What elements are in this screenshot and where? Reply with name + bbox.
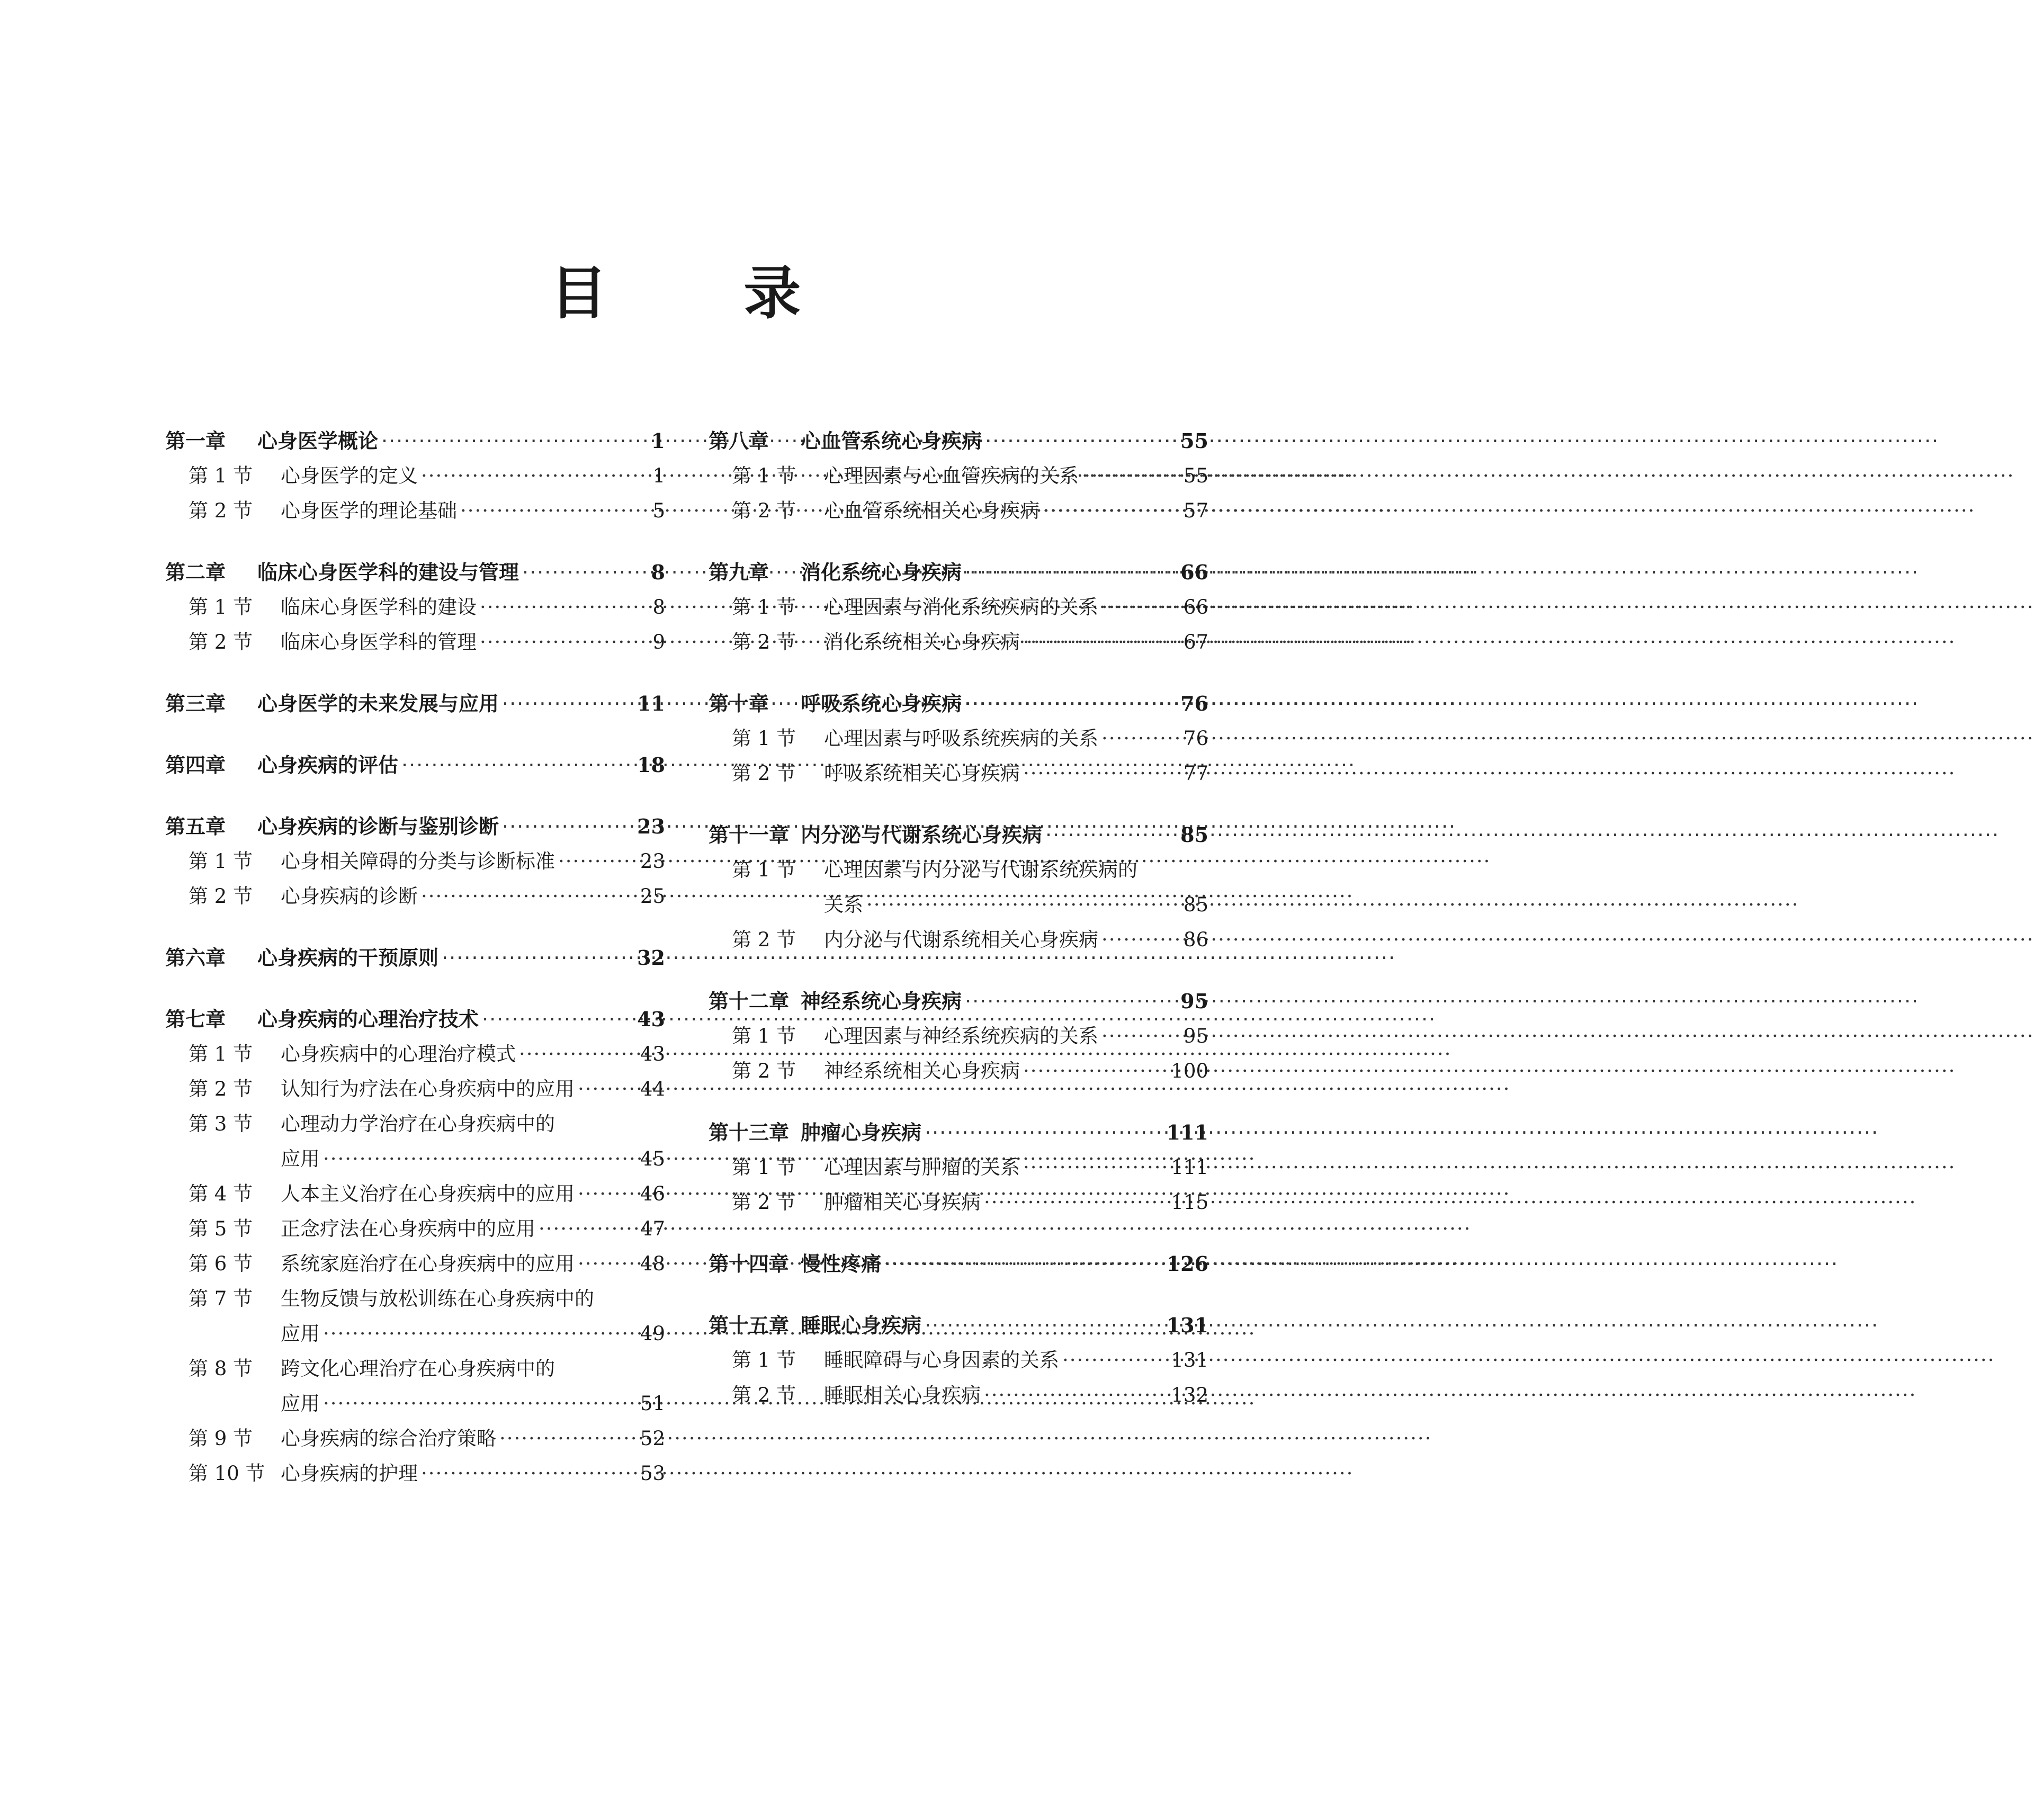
chapter-title: 心身疾病的心理治疗技术 xyxy=(257,1008,479,1031)
section-number: 第 1 节 xyxy=(732,1025,796,1047)
section-page-number: 52 xyxy=(640,1427,665,1450)
section-title: 肿瘤相关心身疾病 xyxy=(824,1191,981,1214)
section-title-continuation: 应用 xyxy=(281,1392,320,1415)
section-number: 第 3 节 xyxy=(189,1113,253,1135)
chapter-title: 心身疾病的评估 xyxy=(257,754,399,777)
section-title: 生物反馈与放松训练在心身疾病中的 xyxy=(281,1287,594,1310)
dot-leader xyxy=(1082,459,1180,494)
toc-section-entry[interactable] xyxy=(165,1421,665,1456)
toc-section-entry[interactable] xyxy=(165,844,665,879)
section-page-number: 5 xyxy=(652,499,665,522)
toc-section-entry[interactable] xyxy=(709,1054,1208,1089)
toc-section-continuation[interactable] xyxy=(165,1142,665,1177)
section-page-number: 23 xyxy=(640,850,665,873)
toc-chapter-block xyxy=(709,424,1208,528)
dot-leader xyxy=(499,1421,637,1456)
toc-section-entry[interactable] xyxy=(709,853,1208,887)
toc-section-entry[interactable] xyxy=(709,1019,1208,1054)
chapter-number: 第三章 xyxy=(165,692,226,715)
section-number: 第 1 节 xyxy=(732,596,796,618)
section-title-continuation: 应用 xyxy=(281,1147,320,1170)
dot-leader xyxy=(421,459,649,494)
toc-section-entry[interactable] xyxy=(709,625,1208,660)
section-number: 第 1 节 xyxy=(189,596,253,618)
section-page-number: 45 xyxy=(640,1147,665,1170)
section-number: 第 2 节 xyxy=(732,631,796,653)
chapter-number: 第五章 xyxy=(165,815,226,838)
section-title: 内分泌与代谢系统相关心身疾病 xyxy=(824,928,1098,951)
section-page-number: 131 xyxy=(1171,1349,1208,1371)
dot-leader xyxy=(965,555,1177,590)
toc-section-entry[interactable] xyxy=(165,459,665,494)
section-title: 系统家庭治疗在心身疾病中的应用 xyxy=(281,1252,575,1275)
section-number: 第 1 节 xyxy=(732,1156,796,1179)
toc-chapter-block xyxy=(165,686,665,721)
toc-chapter-entry[interactable] xyxy=(709,555,1208,590)
dot-leader xyxy=(539,1212,637,1247)
toc-section-continuation[interactable] xyxy=(709,887,1208,922)
section-number: 第 2 节 xyxy=(732,1191,796,1214)
chapter-page-number: 43 xyxy=(637,1007,665,1031)
toc-chapter-block xyxy=(709,1115,1208,1220)
chapter-title: 心身疾病的诊断与鉴别诊断 xyxy=(257,815,499,838)
section-number: 第 9 节 xyxy=(189,1427,253,1450)
section-page-number: 47 xyxy=(640,1217,665,1240)
section-page-number: 25 xyxy=(640,885,665,908)
section-page-number: 46 xyxy=(640,1182,665,1205)
toc-section-entry[interactable] xyxy=(709,1150,1208,1185)
toc-section-entry[interactable] xyxy=(165,1037,665,1072)
section-number: 第 1 节 xyxy=(732,858,796,881)
section-title: 心身疾病的综合治疗策略 xyxy=(281,1427,496,1450)
section-title: 神经系统相关心身疾病 xyxy=(824,1060,1020,1082)
section-title: 心身医学的定义 xyxy=(281,464,418,487)
chapter-number: 第十一章 xyxy=(709,823,790,847)
chapter-title: 呼吸系统心身疾病 xyxy=(801,692,962,715)
toc-section-entry[interactable] xyxy=(165,1247,665,1281)
section-title: 呼吸系统相关心身疾病 xyxy=(824,762,1020,785)
dot-leader xyxy=(925,1308,1163,1343)
chapter-page-number: 8 xyxy=(651,560,665,584)
section-page-number: 76 xyxy=(1183,727,1208,750)
chapter-page-number: 11 xyxy=(637,692,665,715)
dot-leader xyxy=(578,1177,637,1212)
dot-leader xyxy=(482,1002,634,1037)
toc-section-entry[interactable] xyxy=(165,879,665,914)
page-title: 目 录 xyxy=(550,261,859,327)
toc-section-entry[interactable] xyxy=(709,590,1208,625)
section-number: 第 2 节 xyxy=(732,499,796,522)
chapter-page-number: 18 xyxy=(637,753,665,777)
section-page-number: 8 xyxy=(652,596,665,618)
section-page-number: 111 xyxy=(1171,1156,1208,1179)
section-page-number: 53 xyxy=(640,1462,665,1485)
toc-section-entry[interactable] xyxy=(709,494,1208,528)
dot-leader xyxy=(381,424,648,459)
toc-section-entry[interactable] xyxy=(165,1456,665,1491)
toc-chapter-block xyxy=(165,555,665,660)
toc-chapter-entry[interactable] xyxy=(165,940,665,975)
chapter-title: 肿瘤心身疾病 xyxy=(801,1121,922,1144)
toc-chapter-block xyxy=(165,424,665,528)
section-number: 第 2 节 xyxy=(732,762,796,785)
dot-leader xyxy=(421,1456,637,1491)
dot-leader xyxy=(965,984,1177,1019)
section-page-number: 67 xyxy=(1183,631,1208,653)
toc-chapter-entry[interactable] xyxy=(165,686,665,721)
section-number: 第 2 节 xyxy=(189,885,253,908)
dot-leader xyxy=(884,1247,1163,1281)
toc-section-entry[interactable] xyxy=(709,721,1208,756)
dot-leader xyxy=(323,1386,637,1421)
section-page-number: 48 xyxy=(640,1252,665,1275)
toc-chapter-block xyxy=(165,809,665,914)
dot-leader xyxy=(1045,818,1177,853)
toc-left-column xyxy=(165,424,665,1518)
toc-chapter-entry[interactable] xyxy=(165,424,665,459)
chapter-number: 第十五章 xyxy=(709,1314,790,1337)
section-title: 心理因素与内分泌与代谢系统疾病的 xyxy=(824,858,1137,881)
section-title: 心血管系统相关心身疾病 xyxy=(824,499,1040,522)
chapter-title: 心血管系统心身疾病 xyxy=(801,429,982,453)
section-number: 第 2 节 xyxy=(189,1078,253,1100)
section-number: 第 6 节 xyxy=(189,1252,253,1275)
dot-leader xyxy=(1101,721,1180,756)
dot-leader xyxy=(1023,625,1180,660)
section-title: 心理因素与肿瘤的关系 xyxy=(824,1156,1020,1179)
section-title: 心身疾病中的心理治疗模式 xyxy=(281,1043,516,1065)
toc-chapter-entry[interactable] xyxy=(709,686,1208,721)
section-number: 第 1 节 xyxy=(732,1349,796,1371)
section-number: 第 2 节 xyxy=(732,1384,796,1406)
section-title: 心理因素与消化系统疾病的关系 xyxy=(824,596,1098,618)
toc-section-entry[interactable] xyxy=(165,590,665,625)
toc-chapter-block xyxy=(709,984,1208,1089)
chapter-title: 神经系统心身疾病 xyxy=(801,990,962,1013)
section-page-number: 86 xyxy=(1183,928,1208,951)
dot-leader xyxy=(925,1115,1163,1150)
toc-section-continuation[interactable] xyxy=(165,1316,665,1351)
toc-chapter-entry[interactable] xyxy=(165,748,665,783)
dot-leader xyxy=(480,590,649,625)
section-number: 第 2 节 xyxy=(732,928,796,951)
dot-leader xyxy=(460,494,649,528)
dot-leader xyxy=(1101,1019,1180,1054)
section-page-number: 132 xyxy=(1171,1384,1208,1406)
dot-leader xyxy=(1023,1150,1168,1185)
section-number: 第 1 节 xyxy=(189,464,253,487)
toc-chapter-entry[interactable] xyxy=(709,1308,1208,1343)
toc-chapter-entry[interactable] xyxy=(165,555,665,590)
dot-leader xyxy=(984,1185,1168,1220)
section-number: 第 1 节 xyxy=(189,1043,253,1065)
section-title: 正念疗法在心身疾病中的应用 xyxy=(281,1217,535,1240)
dot-leader xyxy=(323,1316,637,1351)
section-page-number: 49 xyxy=(640,1322,665,1345)
toc-right-column xyxy=(709,424,1208,1439)
dot-leader xyxy=(502,809,634,844)
section-title: 心理因素与心血管疾病的关系 xyxy=(824,464,1079,487)
section-page-number: 55 xyxy=(1183,464,1208,487)
chapter-number: 第七章 xyxy=(165,1008,226,1031)
dot-leader xyxy=(1023,756,1180,791)
chapter-number: 第八章 xyxy=(709,429,769,453)
section-page-number: 1 xyxy=(652,464,665,487)
section-number: 第 4 节 xyxy=(189,1182,253,1205)
dot-leader xyxy=(984,1378,1168,1413)
dot-leader xyxy=(442,940,634,975)
toc-chapter-entry[interactable] xyxy=(709,1247,1208,1281)
chapter-number: 第十三章 xyxy=(709,1121,790,1144)
chapter-title: 心身医学概论 xyxy=(257,429,379,453)
chapter-title: 临床心身医学科的建设与管理 xyxy=(257,561,519,584)
section-number: 第 1 节 xyxy=(732,727,796,750)
toc-section-entry[interactable] xyxy=(709,756,1208,791)
chapter-page-number: 1 xyxy=(651,429,665,453)
chapter-number: 第十章 xyxy=(709,692,769,715)
section-page-number: 77 xyxy=(1183,762,1208,785)
dot-leader xyxy=(558,844,637,879)
section-page-number: 85 xyxy=(1183,893,1208,916)
chapter-number: 第十二章 xyxy=(709,990,790,1013)
chapter-page-number: 95 xyxy=(1180,989,1208,1013)
section-number: 第 2 节 xyxy=(189,499,253,522)
dot-leader xyxy=(985,424,1177,459)
section-title: 心理因素与呼吸系统疾病的关系 xyxy=(824,727,1098,750)
toc-section-entry[interactable] xyxy=(709,922,1208,957)
chapter-number: 第四章 xyxy=(165,754,226,777)
toc-section-entry[interactable] xyxy=(709,1378,1208,1413)
section-page-number: 95 xyxy=(1183,1025,1208,1047)
section-title: 睡眠障碍与心身因素的关系 xyxy=(824,1349,1059,1371)
section-number: 第 8 节 xyxy=(189,1357,253,1380)
chapter-number: 第九章 xyxy=(709,561,769,584)
section-page-number: 66 xyxy=(1183,596,1208,618)
toc-section-entry[interactable] xyxy=(709,1185,1208,1220)
chapter-title: 睡眠心身疾病 xyxy=(801,1314,922,1337)
chapter-page-number: 66 xyxy=(1180,560,1208,584)
dot-leader xyxy=(421,879,637,914)
toc-chapter-block xyxy=(165,748,665,783)
dot-leader xyxy=(1101,922,1180,957)
dot-leader xyxy=(965,686,1177,721)
section-title: 睡眠相关心身疾病 xyxy=(824,1384,981,1406)
toc-chapter-block xyxy=(709,818,1208,957)
section-title-continuation: 应用 xyxy=(281,1322,320,1345)
chapter-title: 心身疾病的干预原则 xyxy=(257,946,439,970)
dot-leader xyxy=(578,1072,637,1107)
toc-section-entry[interactable] xyxy=(165,1351,665,1386)
chapter-page-number: 131 xyxy=(1166,1313,1208,1337)
chapter-title: 消化系统心身疾病 xyxy=(801,561,962,584)
chapter-title: 心身医学的未来发展与应用 xyxy=(257,692,499,715)
section-number: 第 7 节 xyxy=(189,1287,253,1310)
section-page-number: 44 xyxy=(640,1078,665,1100)
section-number: 第 1 节 xyxy=(189,850,253,873)
section-page-number: 57 xyxy=(1183,499,1208,522)
dot-leader xyxy=(480,625,649,660)
chapter-page-number: 23 xyxy=(637,814,665,838)
dot-leader xyxy=(1043,494,1180,528)
toc-chapter-block xyxy=(709,1308,1208,1413)
section-title: 心身相关障碍的分类与诊断标准 xyxy=(281,850,555,873)
chapter-number: 第六章 xyxy=(165,946,226,970)
section-number: 第 10 节 xyxy=(189,1462,265,1485)
section-number: 第 1 节 xyxy=(732,464,796,487)
chapter-page-number: 111 xyxy=(1166,1120,1208,1144)
dot-leader xyxy=(502,686,634,721)
dot-leader xyxy=(519,1037,637,1072)
toc-chapter-entry[interactable] xyxy=(165,809,665,844)
section-title: 认知行为疗法在心身疾病中的应用 xyxy=(281,1078,575,1100)
chapter-title: 慢性疼痛 xyxy=(801,1252,882,1276)
chapter-number: 第十四章 xyxy=(709,1252,790,1276)
section-number: 第 2 节 xyxy=(732,1060,796,1082)
chapter-title: 内分泌与代谢系统心身疾病 xyxy=(801,823,1043,847)
dot-leader xyxy=(1023,1054,1168,1089)
toc-section-entry[interactable] xyxy=(165,1072,665,1107)
toc-chapter-block xyxy=(709,686,1208,791)
toc-chapter-entry[interactable] xyxy=(709,984,1208,1019)
section-title: 心身疾病的护理 xyxy=(281,1462,418,1485)
toc-chapter-entry[interactable] xyxy=(709,1115,1208,1150)
section-title: 心身医学的理论基础 xyxy=(281,499,457,522)
toc-section-entry[interactable] xyxy=(165,1212,665,1247)
section-title: 心理动力学治疗在心身疾病中的 xyxy=(281,1113,555,1135)
section-page-number: 115 xyxy=(1171,1191,1208,1214)
toc-section-continuation[interactable] xyxy=(165,1386,665,1421)
chapter-page-number: 126 xyxy=(1166,1252,1208,1276)
chapter-number: 第二章 xyxy=(165,561,226,584)
toc-section-entry[interactable] xyxy=(165,494,665,528)
toc-section-entry[interactable] xyxy=(165,1177,665,1212)
section-page-number: 9 xyxy=(652,631,665,653)
toc-chapter-block xyxy=(165,1002,665,1491)
section-title: 跨文化心理治疗在心身疾病中的 xyxy=(281,1357,555,1380)
dot-leader xyxy=(1062,1343,1168,1378)
toc-section-entry[interactable] xyxy=(709,459,1208,494)
section-title: 心身疾病的诊断 xyxy=(281,885,418,908)
toc-chapter-block xyxy=(709,1247,1208,1281)
section-title: 临床心身医学科的建设 xyxy=(281,596,477,618)
chapter-page-number: 85 xyxy=(1180,823,1208,847)
dot-leader xyxy=(401,748,634,783)
dot-leader xyxy=(522,555,648,590)
toc-section-entry[interactable] xyxy=(709,1343,1208,1378)
section-page-number: 51 xyxy=(640,1392,665,1415)
toc-section-entry[interactable] xyxy=(165,1281,665,1316)
chapter-page-number: 76 xyxy=(1180,692,1208,715)
section-page-number: 100 xyxy=(1171,1060,1208,1082)
dot-leader xyxy=(866,887,1180,922)
section-title: 人本主义治疗在心身疾病中的应用 xyxy=(281,1182,575,1205)
chapter-page-number: 32 xyxy=(637,946,665,970)
toc-section-entry[interactable] xyxy=(165,1107,665,1142)
toc-chapter-block xyxy=(709,555,1208,660)
section-title: 临床心身医学科的管理 xyxy=(281,631,477,653)
toc-chapter-entry[interactable] xyxy=(709,818,1208,853)
dot-leader xyxy=(323,1142,637,1177)
toc-chapter-entry[interactable] xyxy=(165,1002,665,1037)
dot-leader xyxy=(1101,590,1180,625)
section-title: 心理因素与神经系统疾病的关系 xyxy=(824,1025,1098,1047)
toc-chapter-entry[interactable] xyxy=(709,424,1208,459)
section-page-number: 43 xyxy=(640,1043,665,1065)
section-number: 第 2 节 xyxy=(189,631,253,653)
toc-section-entry[interactable] xyxy=(165,625,665,660)
section-number: 第 5 节 xyxy=(189,1217,253,1240)
section-title: 消化系统相关心身疾病 xyxy=(824,631,1020,653)
section-title-continuation: 关系 xyxy=(824,893,863,916)
chapter-page-number: 55 xyxy=(1180,429,1208,453)
chapter-number: 第一章 xyxy=(165,429,226,453)
dot-leader xyxy=(578,1247,637,1281)
toc-chapter-block xyxy=(165,940,665,975)
